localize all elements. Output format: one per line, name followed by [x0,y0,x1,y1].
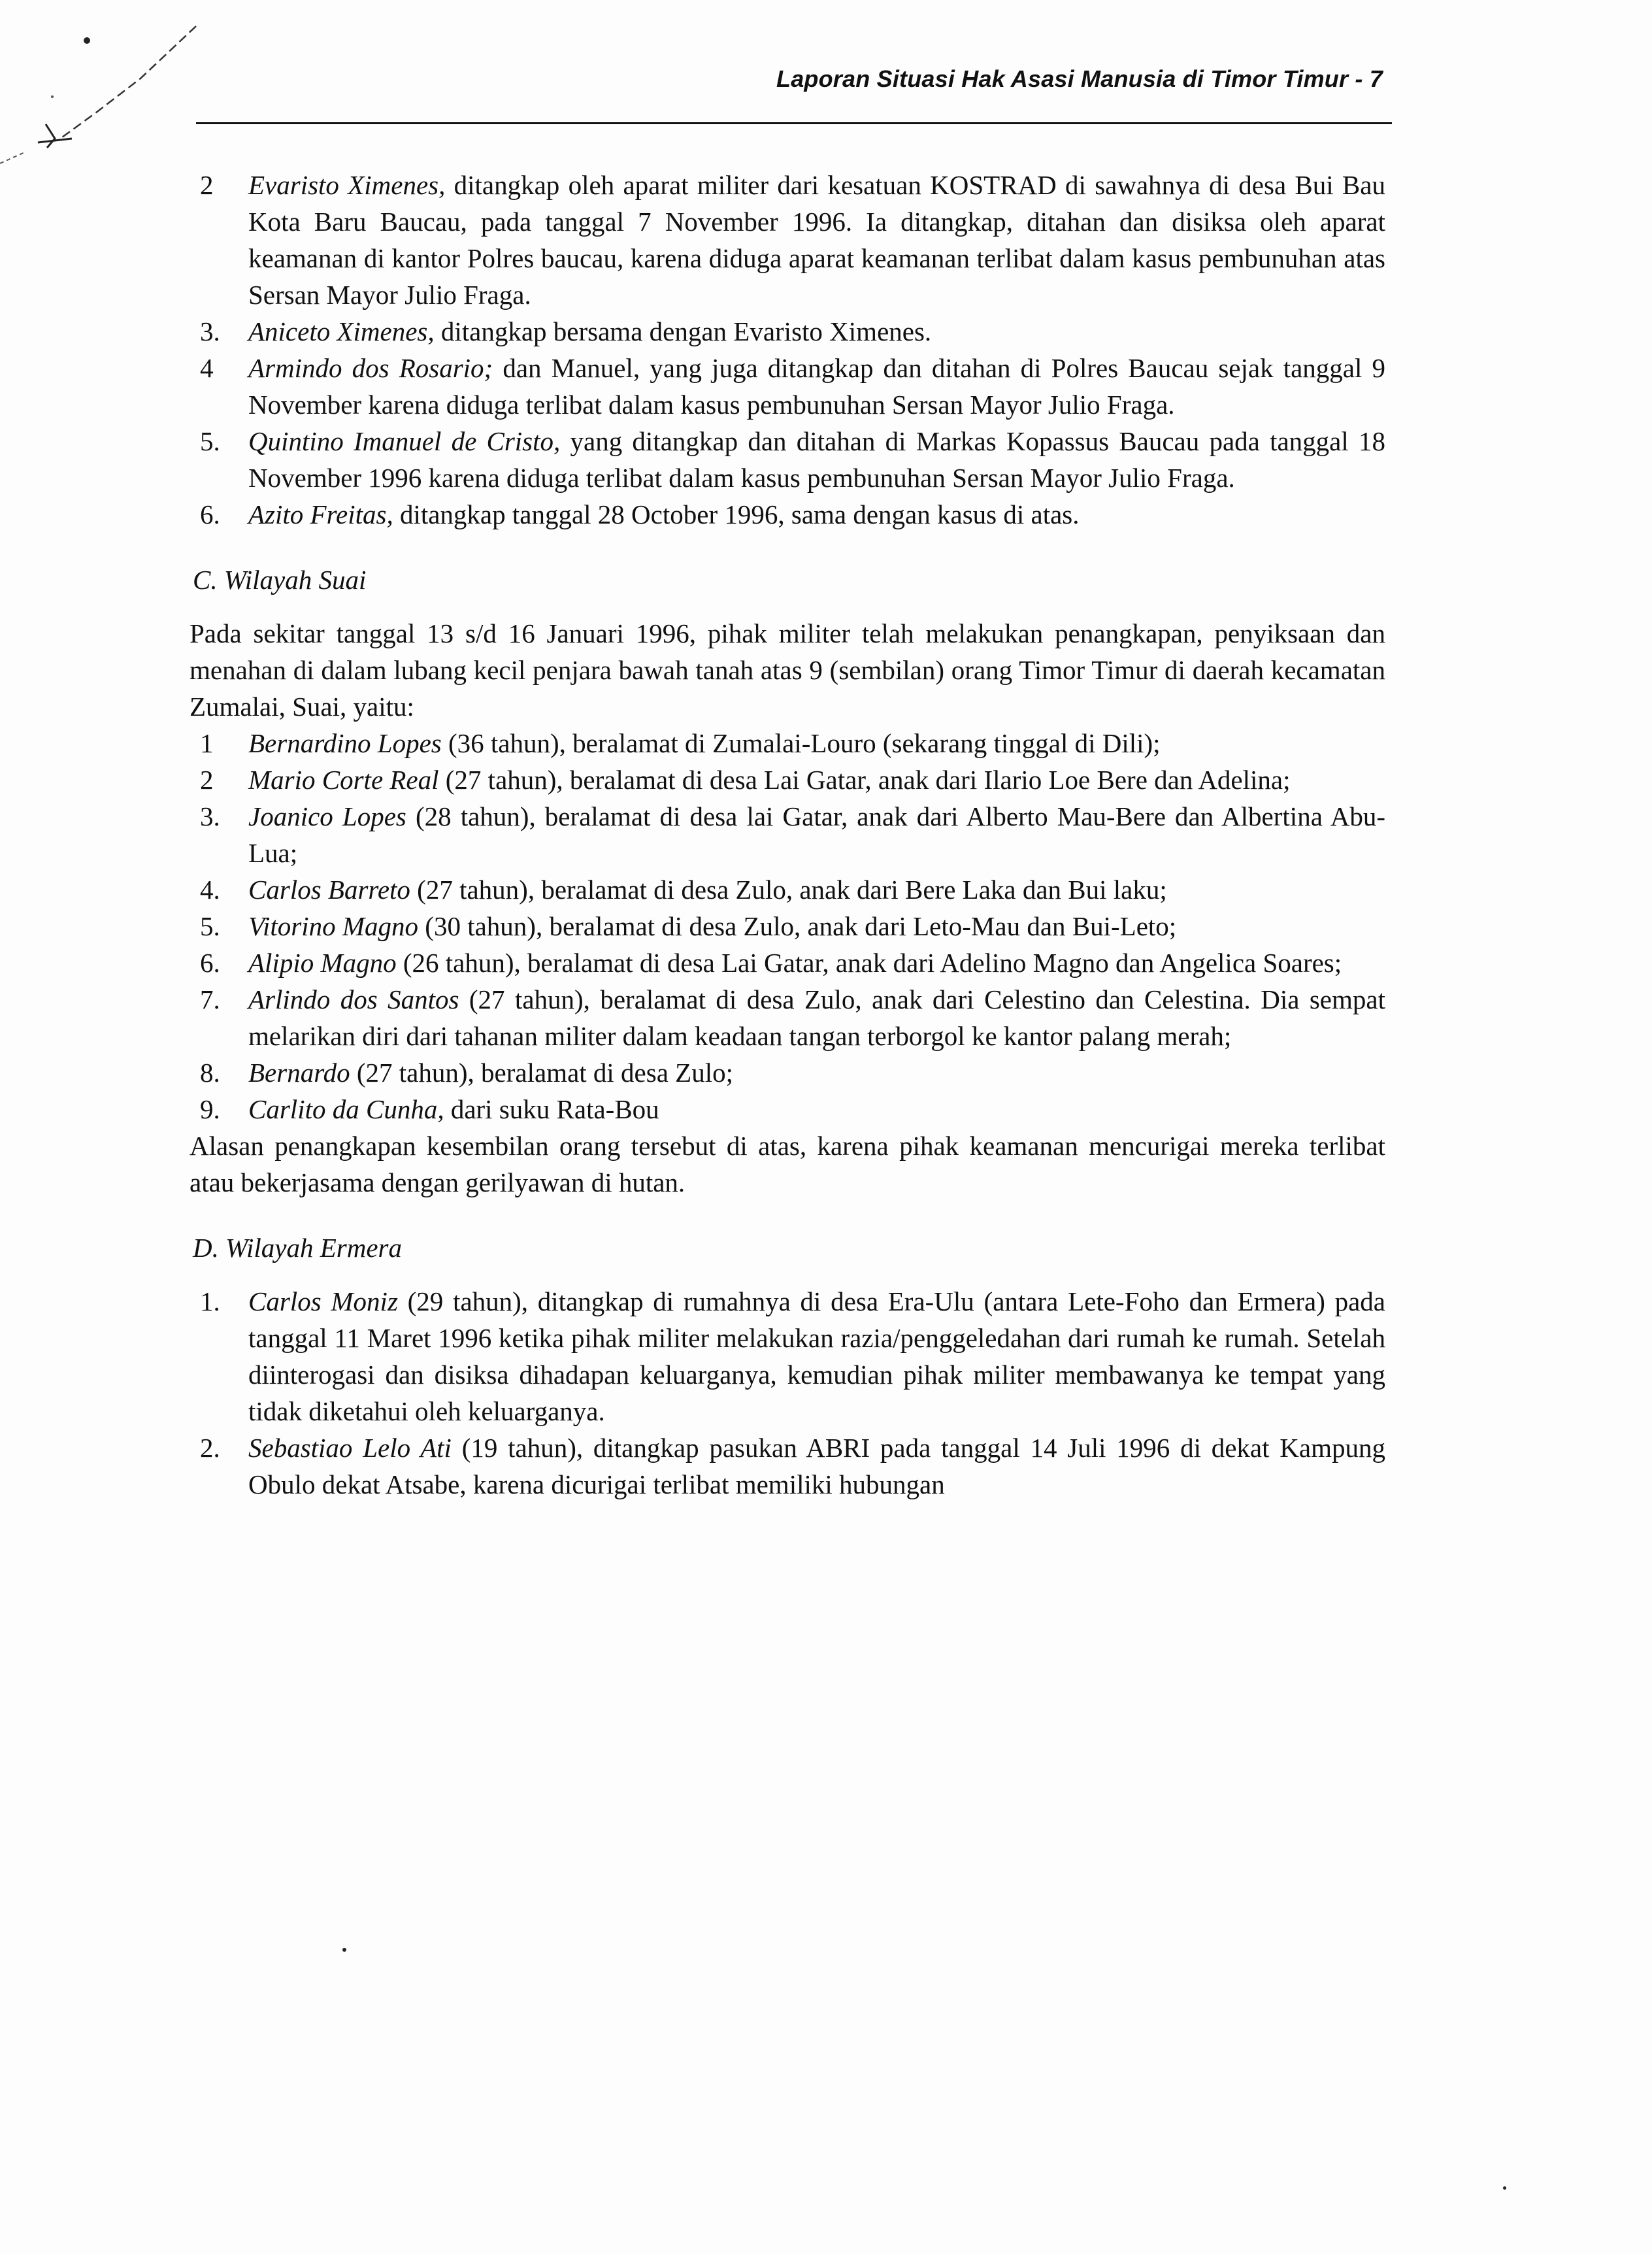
item-number: 1 [200,728,214,758]
item-number: 6. [200,499,220,529]
list-item [190,423,1385,496]
item-text: (27 tahun), beralamat di desa Zulo; [350,1058,733,1088]
item-text: dari suku Rata-Bou [444,1094,659,1124]
running-header: Laporan Situasi Hak Asasi Manusia di Timor Timur - 7 [776,65,1383,92]
item-number: 4 [200,353,214,383]
list-item [190,761,1385,798]
person-name: Joanico Lopes [248,801,406,831]
person-name: Evaristo Ximenes, [248,170,446,200]
section-c-closing: Alasan penangkapan kesembilan orang tersebut di atas, karena pihak keamanan mencurigai mereka terlibat atau bekerjasama dengan gerilyawan di hutan. [190,1131,1385,1197]
list-item [190,798,1385,871]
person-name: Armindo dos Rosario; [248,353,493,383]
person-name: Mario Corte Real [248,765,439,795]
list-item [190,496,1385,533]
list-item [190,725,1385,761]
item-text: (19 tahun), ditangkap pasukan ABRI pada tanggal 14 Juli 1996 di dekat Kampung Obulo dekat Atsabe, karena dicurigai terlibat memiliki hubungan [248,1433,1385,1499]
person-name: Azito Freitas, [248,499,393,529]
item-text: (36 tahun), beralamat di Zumalai-Louro (sekarang tinggal di Dili); [441,728,1161,758]
list-item [190,1429,1385,1503]
item-number: 1. [200,1286,220,1316]
page-content [190,167,1385,1503]
list-item [190,981,1385,1054]
item-text: (30 tahun), beralamat di desa Zulo, anak dari Leto-Mau dan Bui-Leto; [418,911,1177,941]
section-c-intro: Pada sekitar tanggal 13 s/d 16 Januari 1996, pihak militer telah melakukan penangkapan, penyiksaan dan menahan di dalam lubang kecil penjara bawah tanah atas 9 (sembilan) orang Timor Timur di daerah kecamatan Zumalai, Suai, yaitu: [190,618,1385,722]
section-b-arrest-list [190,167,1385,533]
item-number: 5. [200,426,220,456]
list-item [190,313,1385,350]
section-heading-suai: C. Wilayah Suai [193,565,367,595]
list-item [190,908,1385,944]
person-name: Quintino Imanuel de Cristo, [248,426,561,456]
item-text: (27 tahun), beralamat di desa Zulo, anak dari Celestino dan Celestina. Dia sempat melarikan diri dari tahanan militer dalam keadaan tangan terborgol ke kantor palang merah; [248,984,1385,1051]
person-name: Arlindo dos Santos [248,984,459,1014]
item-number: 8. [200,1058,220,1088]
item-text: ditangkap bersama dengan Evaristo Ximenes. [434,316,932,346]
item-number: 3. [200,801,220,831]
person-name: Alipio Magno [248,948,397,978]
person-name: Carlito da Cunha, [248,1094,444,1124]
list-item [190,871,1385,908]
scan-speck [342,1948,346,1952]
list-item [190,1283,1385,1429]
person-name: Vitorino Magno [248,911,419,941]
list-item [190,1054,1385,1091]
item-number: 4. [200,875,220,905]
scan-speck [1503,2186,1506,2190]
person-name: Carlos Barreto [248,875,410,905]
item-number: 7. [200,984,220,1014]
list-item [190,1091,1385,1128]
item-text: (27 tahun), beralamat di desa Lai Gatar, anak dari Ilario Loe Bere dan Adelina; [438,765,1291,795]
item-number: 2 [200,765,214,795]
section-c-detainee-list [190,725,1385,1128]
item-text: (27 tahun), beralamat di desa Zulo, anak dari Bere Laka dan Bui laku; [410,875,1167,905]
person-name: Bernardo [248,1058,350,1088]
list-item [190,167,1385,313]
margin-pen-marks [0,0,209,183]
item-text: yang ditangkap dan ditahan di Markas Kopassus Baucau pada tanggal 18 November 1996 karena diduga terlibat dalam kasus pembunuhan Sersan Mayor Julio Fraga. [248,426,1385,493]
list-item [190,350,1385,423]
item-text: ditangkap oleh aparat militer dari kesatuan KOSTRAD di sawahnya di desa Bui Bau Kota Baru Baucau, pada tanggal 7 November 1996. Ia ditangkap, ditahan dan disiksa oleh aparat keamanan di kantor Polres baucau, karena diduga aparat keamanan terlibat dalam kasus pembunuhan atas Sersan Mayor Julio Fraga. [248,170,1385,310]
item-number: 3. [200,316,220,346]
item-text: (29 tahun), ditangkap di rumahnya di desa Era-Ulu (antara Lete-Foho dan Ermera) pada tanggal 11 Maret 1996 ketika pihak militer melakukan razia/penggeledahan dari rumah ke rumah. Setelah diinterogasi dan disiksa dihadapan keluarganya, kemudian pihak militer membawanya ke tempat yang tidak diketahui oleh keluarganya. [248,1286,1385,1426]
item-number: 2. [200,1433,220,1463]
person-name: Sebastiao Lelo Ati [248,1433,452,1463]
item-number: 2 [200,170,214,200]
person-name: Aniceto Ximenes, [248,316,435,346]
header-rule [196,122,1392,124]
item-text: (28 tahun), beralamat di desa lai Gatar, anak dari Alberto Mau-Bere dan Albertina Abu-Lua; [248,801,1385,868]
person-name: Bernardino Lopes [248,728,442,758]
item-number: 6. [200,948,220,978]
item-text: (26 tahun), beralamat di desa Lai Gatar, anak dari Adelino Magno dan Angelica Soares; [396,948,1342,978]
list-item [190,944,1385,981]
item-number: 9. [200,1094,220,1124]
section-heading-ermera: D. Wilayah Ermera [193,1233,402,1263]
section-d-arrest-list [190,1283,1385,1503]
item-text: ditangkap tanggal 28 October 1996, sama dengan kasus di atas. [393,499,1080,529]
person-name: Carlos Moniz [248,1286,398,1316]
item-number: 5. [200,911,220,941]
item-text: dan Manuel, yang juga ditangkap dan ditahan di Polres Baucau sejak tanggal 9 November karena diduga terlibat dalam kasus pembunuhan Sersan Mayor Julio Fraga. [248,353,1386,420]
